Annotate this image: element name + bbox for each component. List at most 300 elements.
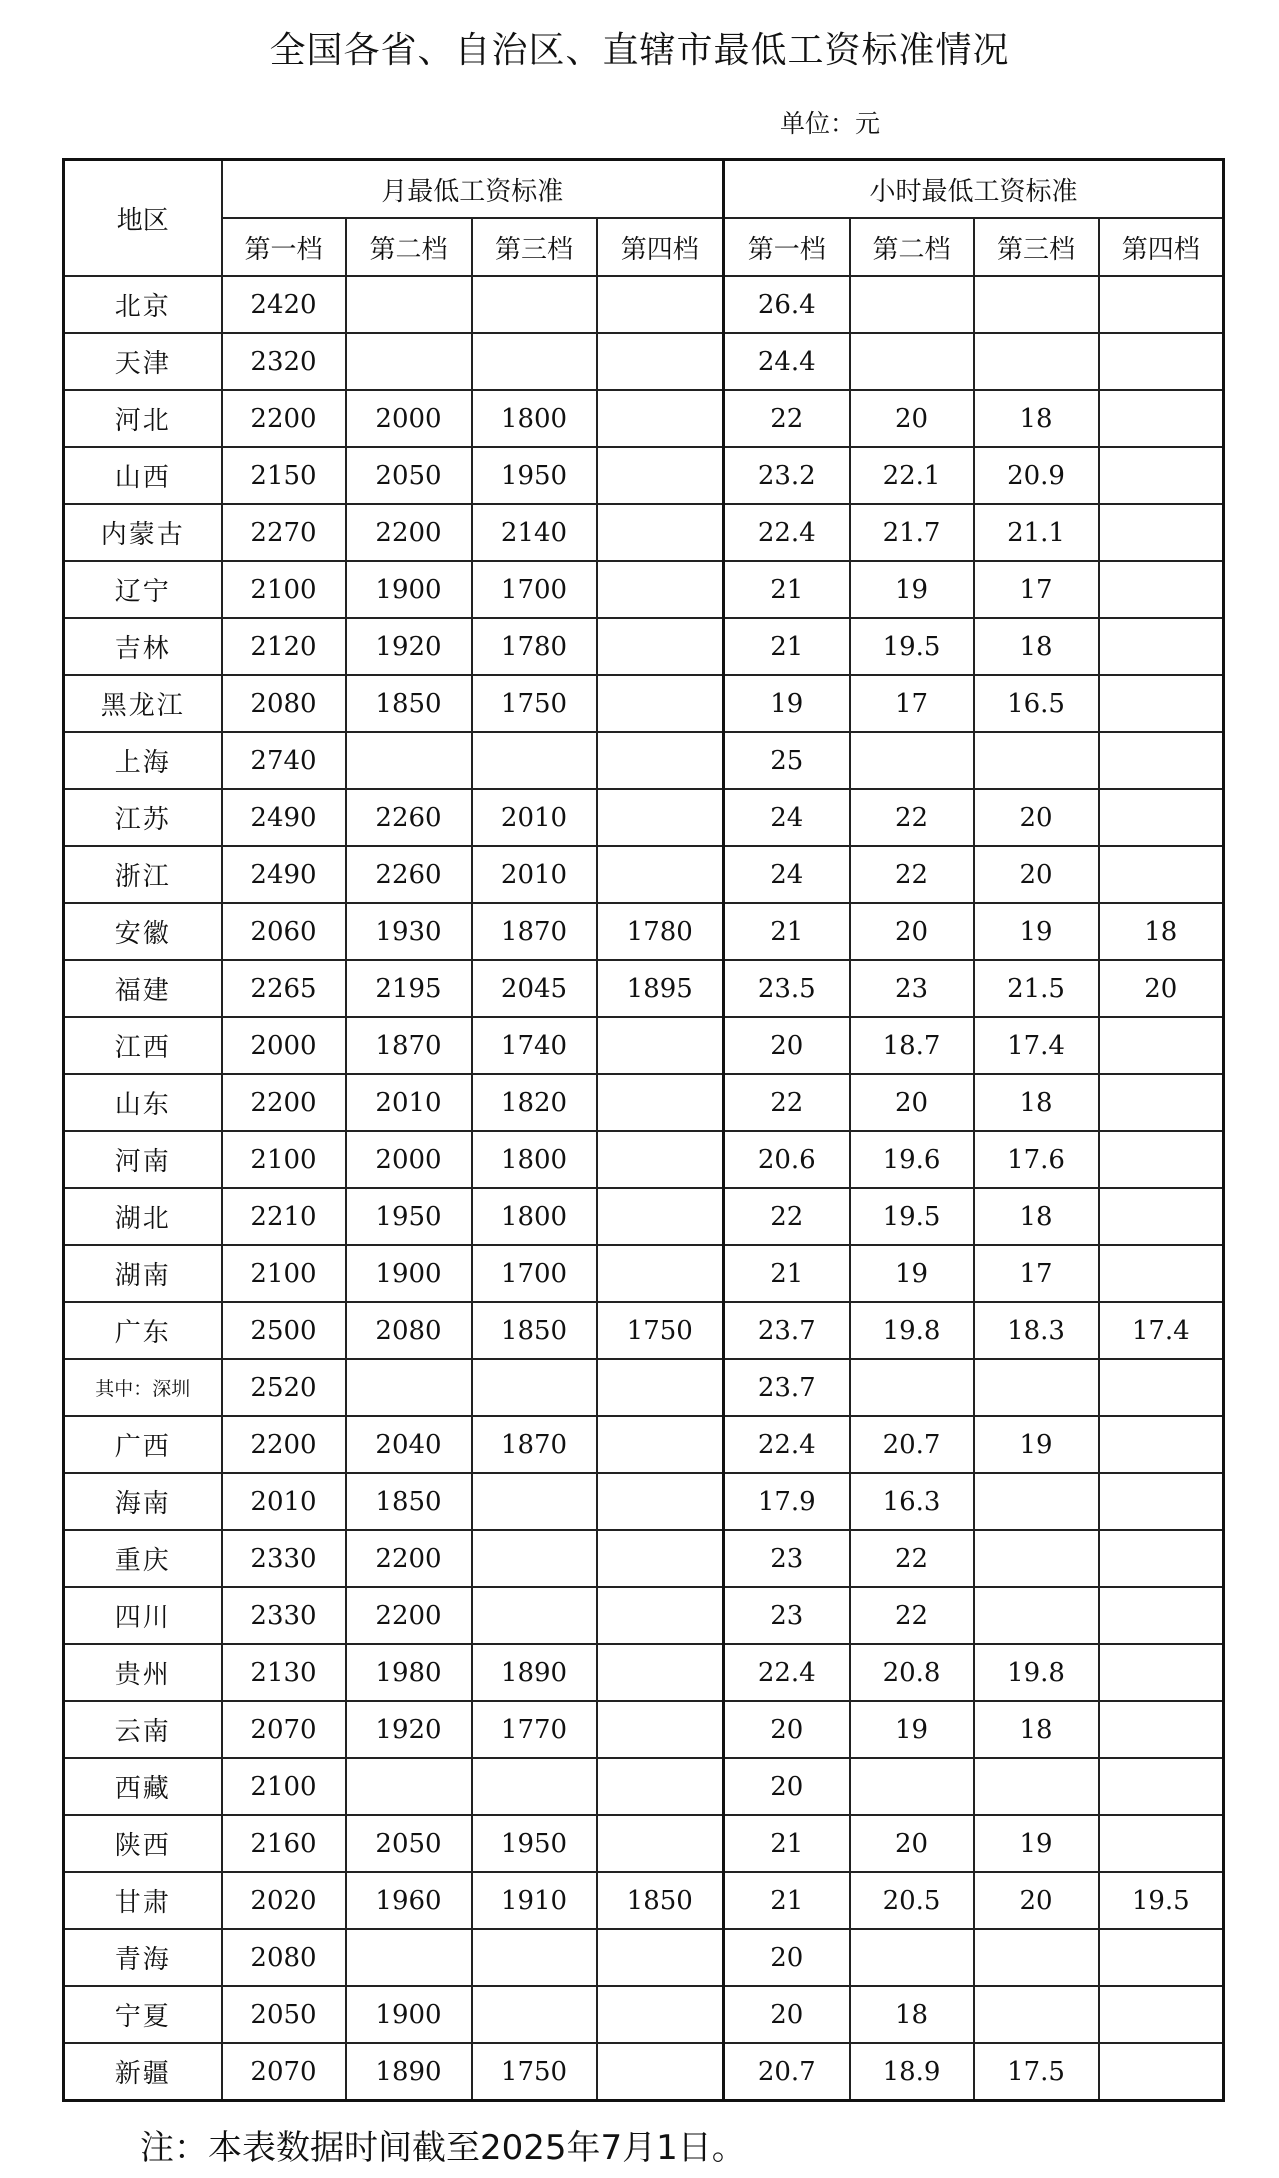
monthly-tier-3-cell: 1950 [472,1815,597,1872]
monthly-tier-3-cell: 1800 [472,1188,597,1245]
hourly-tier-1-cell: 20 [724,1017,850,1074]
monthly-tier-4-cell [597,390,724,447]
hourly-tier-4-cell: 19.5 [1099,1872,1224,1929]
hourly-tier-1-cell: 22 [724,1074,850,1131]
monthly-tier-4-cell [597,1245,724,1302]
monthly-tier-2-cell: 1900 [346,1245,472,1302]
hourly-tier-3-cell: 18 [974,618,1099,675]
footnote: 注：本表数据时间截至2025年7月1日。 [140,2128,746,2168]
region-cell: 江苏 [64,789,222,846]
hourly-tier-2-cell: 19 [850,1245,974,1302]
hourly-tier-3-cell: 17.4 [974,1017,1099,1074]
monthly-tier-2-cell: 1920 [346,618,472,675]
region-cell: 湖南 [64,1245,222,1302]
hourly-tier-2-cell: 19 [850,561,974,618]
hourly-tier-3-cell [974,1986,1099,2043]
hourly-tier-1-cell: 22 [724,390,850,447]
monthly-tier-3-cell: 1950 [472,447,597,504]
monthly-tier-1-cell: 2060 [222,903,346,960]
monthly-tier-4-cell [597,333,724,390]
hourly-tier-4-cell [1099,447,1224,504]
hourly-tier-1-cell: 17.9 [724,1473,850,1530]
table-row [64,675,1224,732]
monthly-tier-1-cell: 2200 [222,1416,346,1473]
monthly-tier-2-cell: 1850 [346,675,472,732]
hourly-tier-4-cell [1099,390,1224,447]
table-body [64,276,1224,2101]
region-cell: 山东 [64,1074,222,1131]
region-cell: 浙江 [64,846,222,903]
region-cell: 四川 [64,1587,222,1644]
hourly-tier-1-header: 第一档 [724,218,850,276]
region-cell: 广东 [64,1302,222,1359]
hourly-tier-3-cell: 18 [974,1701,1099,1758]
monthly-tier-2-cell: 1900 [346,561,472,618]
hourly-tier-4-cell [1099,1644,1224,1701]
table-row [64,561,1224,618]
hourly-tier-3-cell: 17 [974,1245,1099,1302]
table-row [64,504,1224,561]
table-row [64,1530,1224,1587]
monthly-tier-4-cell: 1850 [597,1872,724,1929]
monthly-tier-2-cell: 2260 [346,789,472,846]
table-row [64,1302,1224,1359]
monthly-tier-1-cell: 2010 [222,1473,346,1530]
hourly-tier-2-cell: 20 [850,1074,974,1131]
region-cell: 山西 [64,447,222,504]
hourly-tier-3-cell: 19 [974,903,1099,960]
table-row [64,1701,1224,1758]
hourly-tier-3-cell [974,1587,1099,1644]
hourly-tier-2-cell: 18 [850,1986,974,2043]
hourly-tier-2-cell: 23 [850,960,974,1017]
monthly-tier-4-cell [597,1815,724,1872]
region-cell: 河南 [64,1131,222,1188]
hourly-tier-4-header: 第四档 [1099,218,1224,276]
monthly-tier-4-cell [597,447,724,504]
monthly-tier-1-cell: 2330 [222,1530,346,1587]
hourly-tier-4-cell [1099,732,1224,789]
hourly-tier-3-cell [974,1929,1099,1986]
hourly-tier-3-cell: 19.8 [974,1644,1099,1701]
monthly-tier-3-cell: 1820 [472,1074,597,1131]
hourly-tier-3-cell: 20 [974,1872,1099,1929]
hourly-tier-4-cell [1099,2043,1224,2101]
monthly-tier-3-cell: 1910 [472,1872,597,1929]
hourly-tier-4-cell [1099,1929,1224,1986]
hourly-tier-2-cell: 22 [850,846,974,903]
monthly-tier-2-cell [346,1929,472,1986]
hourly-tier-1-cell: 24.4 [724,333,850,390]
monthly-tier-2-cell: 1850 [346,1473,472,1530]
monthly-tier-3-cell: 1700 [472,561,597,618]
monthly-tier-1-cell: 2490 [222,846,346,903]
monthly-tier-2-cell: 2200 [346,1587,472,1644]
monthly-tier-1-cell: 2265 [222,960,346,1017]
table-row [64,1986,1224,2043]
hourly-tier-2-cell: 18.7 [850,1017,974,1074]
monthly-tier-3-cell: 1800 [472,1131,597,1188]
monthly-tier-1-cell: 2100 [222,1131,346,1188]
hourly-tier-2-cell [850,732,974,789]
hourly-tier-4-cell [1099,1131,1224,1188]
hourly-tier-3-cell: 18 [974,1188,1099,1245]
hourly-tier-1-cell: 23 [724,1587,850,1644]
hourly-tier-1-cell: 21 [724,561,850,618]
hourly-tier-1-cell: 21 [724,903,850,960]
monthly-tier-2-cell: 1890 [346,2043,472,2101]
monthly-tier-1-cell: 2070 [222,2043,346,2101]
monthly-tier-4-cell [597,276,724,333]
region-cell: 吉林 [64,618,222,675]
table-row [64,1815,1224,1872]
monthly-tier-1-cell: 2270 [222,504,346,561]
monthly-tier-4-header: 第四档 [597,218,724,276]
table-row [64,618,1224,675]
monthly-header: 月最低工资标准 [222,160,724,219]
hourly-tier-1-cell: 22.4 [724,1644,850,1701]
hourly-tier-3-cell: 21.1 [974,504,1099,561]
table-row [64,1758,1224,1815]
region-cell: 其中：深圳 [64,1359,222,1416]
hourly-tier-1-cell: 19 [724,675,850,732]
region-cell: 天津 [64,333,222,390]
hourly-tier-4-cell [1099,789,1224,846]
monthly-tier-4-cell [597,732,724,789]
hourly-tier-3-cell [974,1758,1099,1815]
hourly-tier-3-cell [974,1359,1099,1416]
hourly-tier-4-cell [1099,1701,1224,1758]
monthly-tier-1-cell: 2100 [222,1758,346,1815]
hourly-tier-4-cell [1099,675,1224,732]
hourly-tier-4-cell [1099,1074,1224,1131]
monthly-tier-4-cell [597,1359,724,1416]
hourly-tier-4-cell [1099,1245,1224,1302]
hourly-tier-2-cell: 18.9 [850,2043,974,2101]
monthly-tier-2-cell: 2040 [346,1416,472,1473]
region-cell: 福建 [64,960,222,1017]
hourly-tier-2-cell: 19 [850,1701,974,1758]
table-row [64,390,1224,447]
monthly-tier-3-header: 第三档 [472,218,597,276]
region-cell: 河北 [64,390,222,447]
hourly-tier-2-cell [850,333,974,390]
hourly-tier-1-cell: 23.5 [724,960,850,1017]
hourly-header: 小时最低工资标准 [724,160,1224,219]
table-row [64,1929,1224,1986]
monthly-tier-1-cell: 2200 [222,390,346,447]
monthly-tier-4-cell [597,1473,724,1530]
hourly-tier-1-cell: 20 [724,1701,850,1758]
monthly-tier-1-cell: 2420 [222,276,346,333]
monthly-tier-1-cell: 2100 [222,561,346,618]
hourly-tier-3-cell [974,1530,1099,1587]
table-row [64,1872,1224,1929]
table-row [64,1074,1224,1131]
hourly-tier-1-cell: 24 [724,846,850,903]
hourly-tier-4-cell [1099,276,1224,333]
hourly-tier-3-header: 第三档 [974,218,1099,276]
hourly-tier-1-cell: 21 [724,1245,850,1302]
hourly-tier-1-cell: 20 [724,1929,850,1986]
monthly-tier-2-cell: 1950 [346,1188,472,1245]
table-row [64,1188,1224,1245]
hourly-tier-3-cell: 19 [974,1416,1099,1473]
monthly-tier-1-cell: 2070 [222,1701,346,1758]
monthly-tier-3-cell [472,1986,597,2043]
monthly-tier-1-cell: 2740 [222,732,346,789]
monthly-tier-4-cell [597,1017,724,1074]
hourly-tier-1-cell: 23 [724,1530,850,1587]
monthly-tier-2-cell: 2000 [346,1131,472,1188]
monthly-tier-4-cell [597,1644,724,1701]
monthly-tier-1-cell: 2050 [222,1986,346,2043]
wage-table-container [62,158,1222,2102]
table-row [64,789,1224,846]
hourly-tier-1-cell: 23.7 [724,1302,850,1359]
monthly-tier-3-cell [472,732,597,789]
hourly-tier-2-cell: 20 [850,390,974,447]
monthly-tier-3-cell [472,1758,597,1815]
hourly-tier-4-cell [1099,1188,1224,1245]
hourly-tier-2-cell [850,1359,974,1416]
monthly-tier-3-cell: 1740 [472,1017,597,1074]
monthly-tier-2-cell: 2195 [346,960,472,1017]
table-row [64,960,1224,1017]
region-cell: 海南 [64,1473,222,1530]
hourly-tier-3-cell [974,276,1099,333]
monthly-tier-2-cell: 1900 [346,1986,472,2043]
monthly-tier-3-cell: 2045 [472,960,597,1017]
monthly-tier-4-cell [597,2043,724,2101]
monthly-tier-2-cell: 1960 [346,1872,472,1929]
hourly-tier-2-cell: 20.7 [850,1416,974,1473]
hourly-tier-2-cell: 16.3 [850,1473,974,1530]
hourly-tier-4-cell [1099,1530,1224,1587]
region-cell: 内蒙古 [64,504,222,561]
region-cell: 甘肃 [64,1872,222,1929]
table-row [64,1131,1224,1188]
monthly-tier-4-cell [597,1929,724,1986]
hourly-tier-3-cell: 19 [974,1815,1099,1872]
monthly-tier-2-cell: 2050 [346,1815,472,1872]
hourly-tier-3-cell: 17.6 [974,1131,1099,1188]
monthly-tier-3-cell: 1870 [472,1416,597,1473]
monthly-tier-3-cell [472,333,597,390]
hourly-tier-2-cell: 19.6 [850,1131,974,1188]
min-wage-table [62,158,1225,2102]
hourly-tier-4-cell [1099,1587,1224,1644]
hourly-tier-4-cell: 18 [1099,903,1224,960]
hourly-tier-2-cell: 21.7 [850,504,974,561]
hourly-tier-2-cell: 22.1 [850,447,974,504]
monthly-tier-2-cell [346,1758,472,1815]
monthly-tier-4-cell [597,1587,724,1644]
region-cell: 重庆 [64,1530,222,1587]
hourly-tier-3-cell: 21.5 [974,960,1099,1017]
monthly-tier-2-cell: 2200 [346,504,472,561]
hourly-tier-4-cell [1099,1815,1224,1872]
monthly-tier-1-cell: 2500 [222,1302,346,1359]
monthly-tier-3-cell [472,1929,597,1986]
table-row [64,1587,1224,1644]
monthly-tier-2-cell [346,276,472,333]
monthly-tier-3-cell: 1700 [472,1245,597,1302]
table-row [64,1245,1224,1302]
hourly-tier-2-cell: 17 [850,675,974,732]
monthly-tier-4-cell: 1895 [597,960,724,1017]
monthly-tier-2-cell: 1920 [346,1701,472,1758]
unit-label: 单位：元 [780,109,881,138]
table-row [64,276,1224,333]
table-row [64,447,1224,504]
hourly-tier-3-cell [974,1473,1099,1530]
monthly-tier-2-cell: 2050 [346,447,472,504]
table-row [64,333,1224,390]
hourly-tier-2-cell: 22 [850,1587,974,1644]
region-cell: 青海 [64,1929,222,1986]
monthly-tier-3-cell [472,276,597,333]
monthly-tier-2-cell: 2010 [346,1074,472,1131]
hourly-tier-1-cell: 20 [724,1986,850,2043]
monthly-tier-1-cell: 2080 [222,1929,346,1986]
hourly-tier-3-cell: 18.3 [974,1302,1099,1359]
monthly-tier-3-cell: 2010 [472,789,597,846]
region-cell: 江西 [64,1017,222,1074]
hourly-tier-2-cell [850,1758,974,1815]
monthly-tier-2-cell [346,1359,472,1416]
hourly-tier-3-cell: 17.5 [974,2043,1099,2101]
table-row [64,1416,1224,1473]
hourly-tier-3-cell: 20.9 [974,447,1099,504]
hourly-tier-3-cell: 18 [974,390,1099,447]
hourly-tier-4-cell [1099,1017,1224,1074]
monthly-tier-4-cell: 1780 [597,903,724,960]
monthly-tier-2-cell: 1980 [346,1644,472,1701]
monthly-tier-2-header: 第二档 [346,218,472,276]
monthly-tier-1-cell: 2000 [222,1017,346,1074]
monthly-tier-4-cell [597,789,724,846]
hourly-tier-2-cell [850,1929,974,1986]
hourly-tier-4-cell [1099,846,1224,903]
hourly-tier-2-cell: 20.5 [850,1872,974,1929]
hourly-tier-4-cell [1099,1416,1224,1473]
monthly-tier-4-cell [597,1188,724,1245]
hourly-tier-1-cell: 22 [724,1188,850,1245]
header-row-1 [64,160,1224,219]
monthly-tier-2-cell: 2080 [346,1302,472,1359]
hourly-tier-1-cell: 20 [724,1758,850,1815]
monthly-tier-3-cell: 1890 [472,1644,597,1701]
region-cell: 湖北 [64,1188,222,1245]
monthly-tier-4-cell [597,1701,724,1758]
monthly-tier-1-cell: 2160 [222,1815,346,1872]
monthly-tier-4-cell [597,1074,724,1131]
monthly-tier-4-cell [597,675,724,732]
table-row [64,732,1224,789]
monthly-tier-3-cell: 1770 [472,1701,597,1758]
monthly-tier-1-cell: 2490 [222,789,346,846]
hourly-tier-4-cell [1099,1758,1224,1815]
hourly-tier-3-cell [974,333,1099,390]
hourly-tier-3-cell: 17 [974,561,1099,618]
hourly-tier-3-cell: 20 [974,789,1099,846]
region-cell: 陕西 [64,1815,222,1872]
monthly-tier-1-cell: 2130 [222,1644,346,1701]
monthly-tier-1-cell: 2150 [222,447,346,504]
hourly-tier-2-cell: 22 [850,1530,974,1587]
monthly-tier-3-cell [472,1473,597,1530]
hourly-tier-2-cell [850,276,974,333]
hourly-tier-1-cell: 22.4 [724,1416,850,1473]
hourly-tier-4-cell [1099,618,1224,675]
hourly-tier-1-cell: 20.6 [724,1131,850,1188]
hourly-tier-4-cell [1099,561,1224,618]
monthly-tier-3-cell [472,1359,597,1416]
region-cell: 云南 [64,1701,222,1758]
hourly-tier-1-cell: 26.4 [724,276,850,333]
monthly-tier-2-cell: 2000 [346,390,472,447]
monthly-tier-3-cell: 1750 [472,675,597,732]
hourly-tier-1-cell: 24 [724,789,850,846]
region-header: 地区 [64,160,222,277]
monthly-tier-4-cell [597,1986,724,2043]
monthly-tier-3-cell: 1780 [472,618,597,675]
monthly-tier-1-cell: 2210 [222,1188,346,1245]
table-row [64,846,1224,903]
table-row [64,2043,1224,2101]
hourly-tier-1-cell: 23.2 [724,447,850,504]
hourly-tier-1-cell: 25 [724,732,850,789]
monthly-tier-1-cell: 2200 [222,1074,346,1131]
table-row [64,1017,1224,1074]
monthly-tier-1-cell: 2120 [222,618,346,675]
monthly-tier-1-header: 第一档 [222,218,346,276]
header-row-2 [64,218,1224,276]
hourly-tier-1-cell: 23.7 [724,1359,850,1416]
monthly-tier-1-cell: 2520 [222,1359,346,1416]
hourly-tier-2-header: 第二档 [850,218,974,276]
hourly-tier-3-cell: 18 [974,1074,1099,1131]
monthly-tier-4-cell [597,504,724,561]
monthly-tier-4-cell [597,1416,724,1473]
monthly-tier-1-cell: 2080 [222,675,346,732]
monthly-tier-4-cell [597,561,724,618]
hourly-tier-2-cell: 19.5 [850,1188,974,1245]
hourly-tier-4-cell [1099,333,1224,390]
region-cell: 广西 [64,1416,222,1473]
monthly-tier-2-cell [346,732,472,789]
hourly-tier-2-cell: 19.5 [850,618,974,675]
monthly-tier-3-cell [472,1587,597,1644]
region-cell: 贵州 [64,1644,222,1701]
monthly-tier-3-cell: 2010 [472,846,597,903]
hourly-tier-1-cell: 20.7 [724,2043,850,2101]
hourly-tier-1-cell: 21 [724,1815,850,1872]
hourly-tier-4-cell [1099,504,1224,561]
page-title: 全国各省、自治区、直辖市最低工资标准情况 [269,30,1010,71]
monthly-tier-2-cell: 1870 [346,1017,472,1074]
region-cell: 北京 [64,276,222,333]
hourly-tier-3-cell: 16.5 [974,675,1099,732]
hourly-tier-4-cell: 17.4 [1099,1302,1224,1359]
monthly-tier-1-cell: 2020 [222,1872,346,1929]
hourly-tier-4-cell [1099,1473,1224,1530]
hourly-tier-2-cell: 20 [850,1815,974,1872]
hourly-tier-2-cell: 22 [850,789,974,846]
region-cell: 黑龙江 [64,675,222,732]
monthly-tier-3-cell: 2140 [472,504,597,561]
